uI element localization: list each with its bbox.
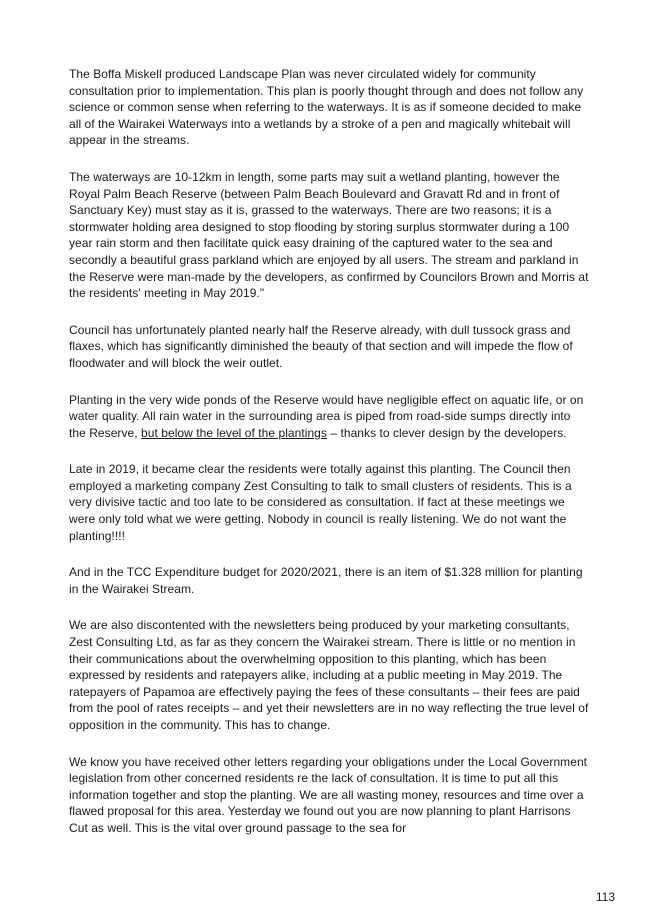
- page-number: 113: [595, 890, 615, 904]
- paragraph-tcc-budget: And in the TCC Expenditure budget for 2020/2021, there is an item of $1.328 million for planting in the Wairakei Stream.: [69, 565, 583, 596]
- paragraph-landscape-plan: The Boffa Miskell produced Landscape Plan was never circulated widely for community consultation prior to implementation. This plan is poorly thought through and does not follow any science or common sense when referring to the waterways. It is as if someone decided to make all of the Wairakei Waterways into a wetlands by a stroke of a pen and magically whitebait will appear in the streams.: [69, 67, 584, 148]
- paragraph-text: – thanks to clever design by the developers.: [326, 425, 567, 440]
- paragraph-planting-ponds: [69, 392, 589, 442]
- paragraph-newsletters: We are also discontented with the newsletters being produced by your marketing consultants, Zest Consulting Ltd, as far as they concern the Wairakei stream. There is little or no mention in their communications about the overwhelming opposition to this planting, which has been expressed by residents and ratepayers alike, including at a public meeting in May 2019. The ratepayers of Papamoa are effectively paying the fees of these consultants – their fees are paid from the pool of rates receipts – and yet their newsletters are in no way reflecting the true level of opposition in the community. This has to change.: [69, 618, 589, 732]
- paragraph-council-planted: Council has unfortunately planted nearly half the Reserve already, with dull tussock grass and flaxes, which has significantly diminished the beauty of that section and will impede the flow of floodwater and will block the weir outlet.: [69, 322, 573, 370]
- paragraph-waterways: The waterways are 10-12km in length, some parts may suit a wetland planting, however the Royal Palm Beach Reserve (between Palm Beach Boulevard and Gravatt Rd and in front of Sanctuary Key) must stay as it is, grassed to the waterways. There are two reasons; it is a stormwater holding area designed to stop flooding by storing surplus stormwater during a 100 year rain storm and then facilitate quick easy draining of the captured water to the sea and secondly a beautiful grass parkland which are enjoyed by all users. The stream and parkland in the Reserve were man-made by the developers, as confirmed by Councilors Brown and Morris at the residents' meeting in May 2019.": [69, 169, 589, 301]
- paragraph-local-government: We know you have received other letters regarding your obligations under the Local Government legislation from other concerned residents re the lack of consultation. It is time to put all this information together and stop the planting. We are all wasting money, resources and time over a flawed proposal for this area. Yesterday we found out you are now planning to plant Harrisons Cut as well. This is the vital over ground passage to the sea for: [69, 754, 588, 835]
- paragraph-late-2019: Late in 2019, it became clear the residents were totally against this planting. The Council then employed a marketing company Zest Consulting to talk to small clusters of residents. This is a very divisive tactic and too late to be considered as consultation. If fact at these meetings we were only told what we were getting. Nobody in council is really listening. We do not want the planting!!!!: [69, 462, 572, 543]
- document-body: [69, 66, 589, 857]
- underlined-text: but below the level of the plantings: [141, 425, 327, 440]
- paragraph-text: Planting in the very wide ponds of the Reserve would have negligible effect on aquatic life, or on water quality. All rain water in the surrounding area is piped from road-side sumps directly into the Reserve,: [69, 392, 584, 440]
